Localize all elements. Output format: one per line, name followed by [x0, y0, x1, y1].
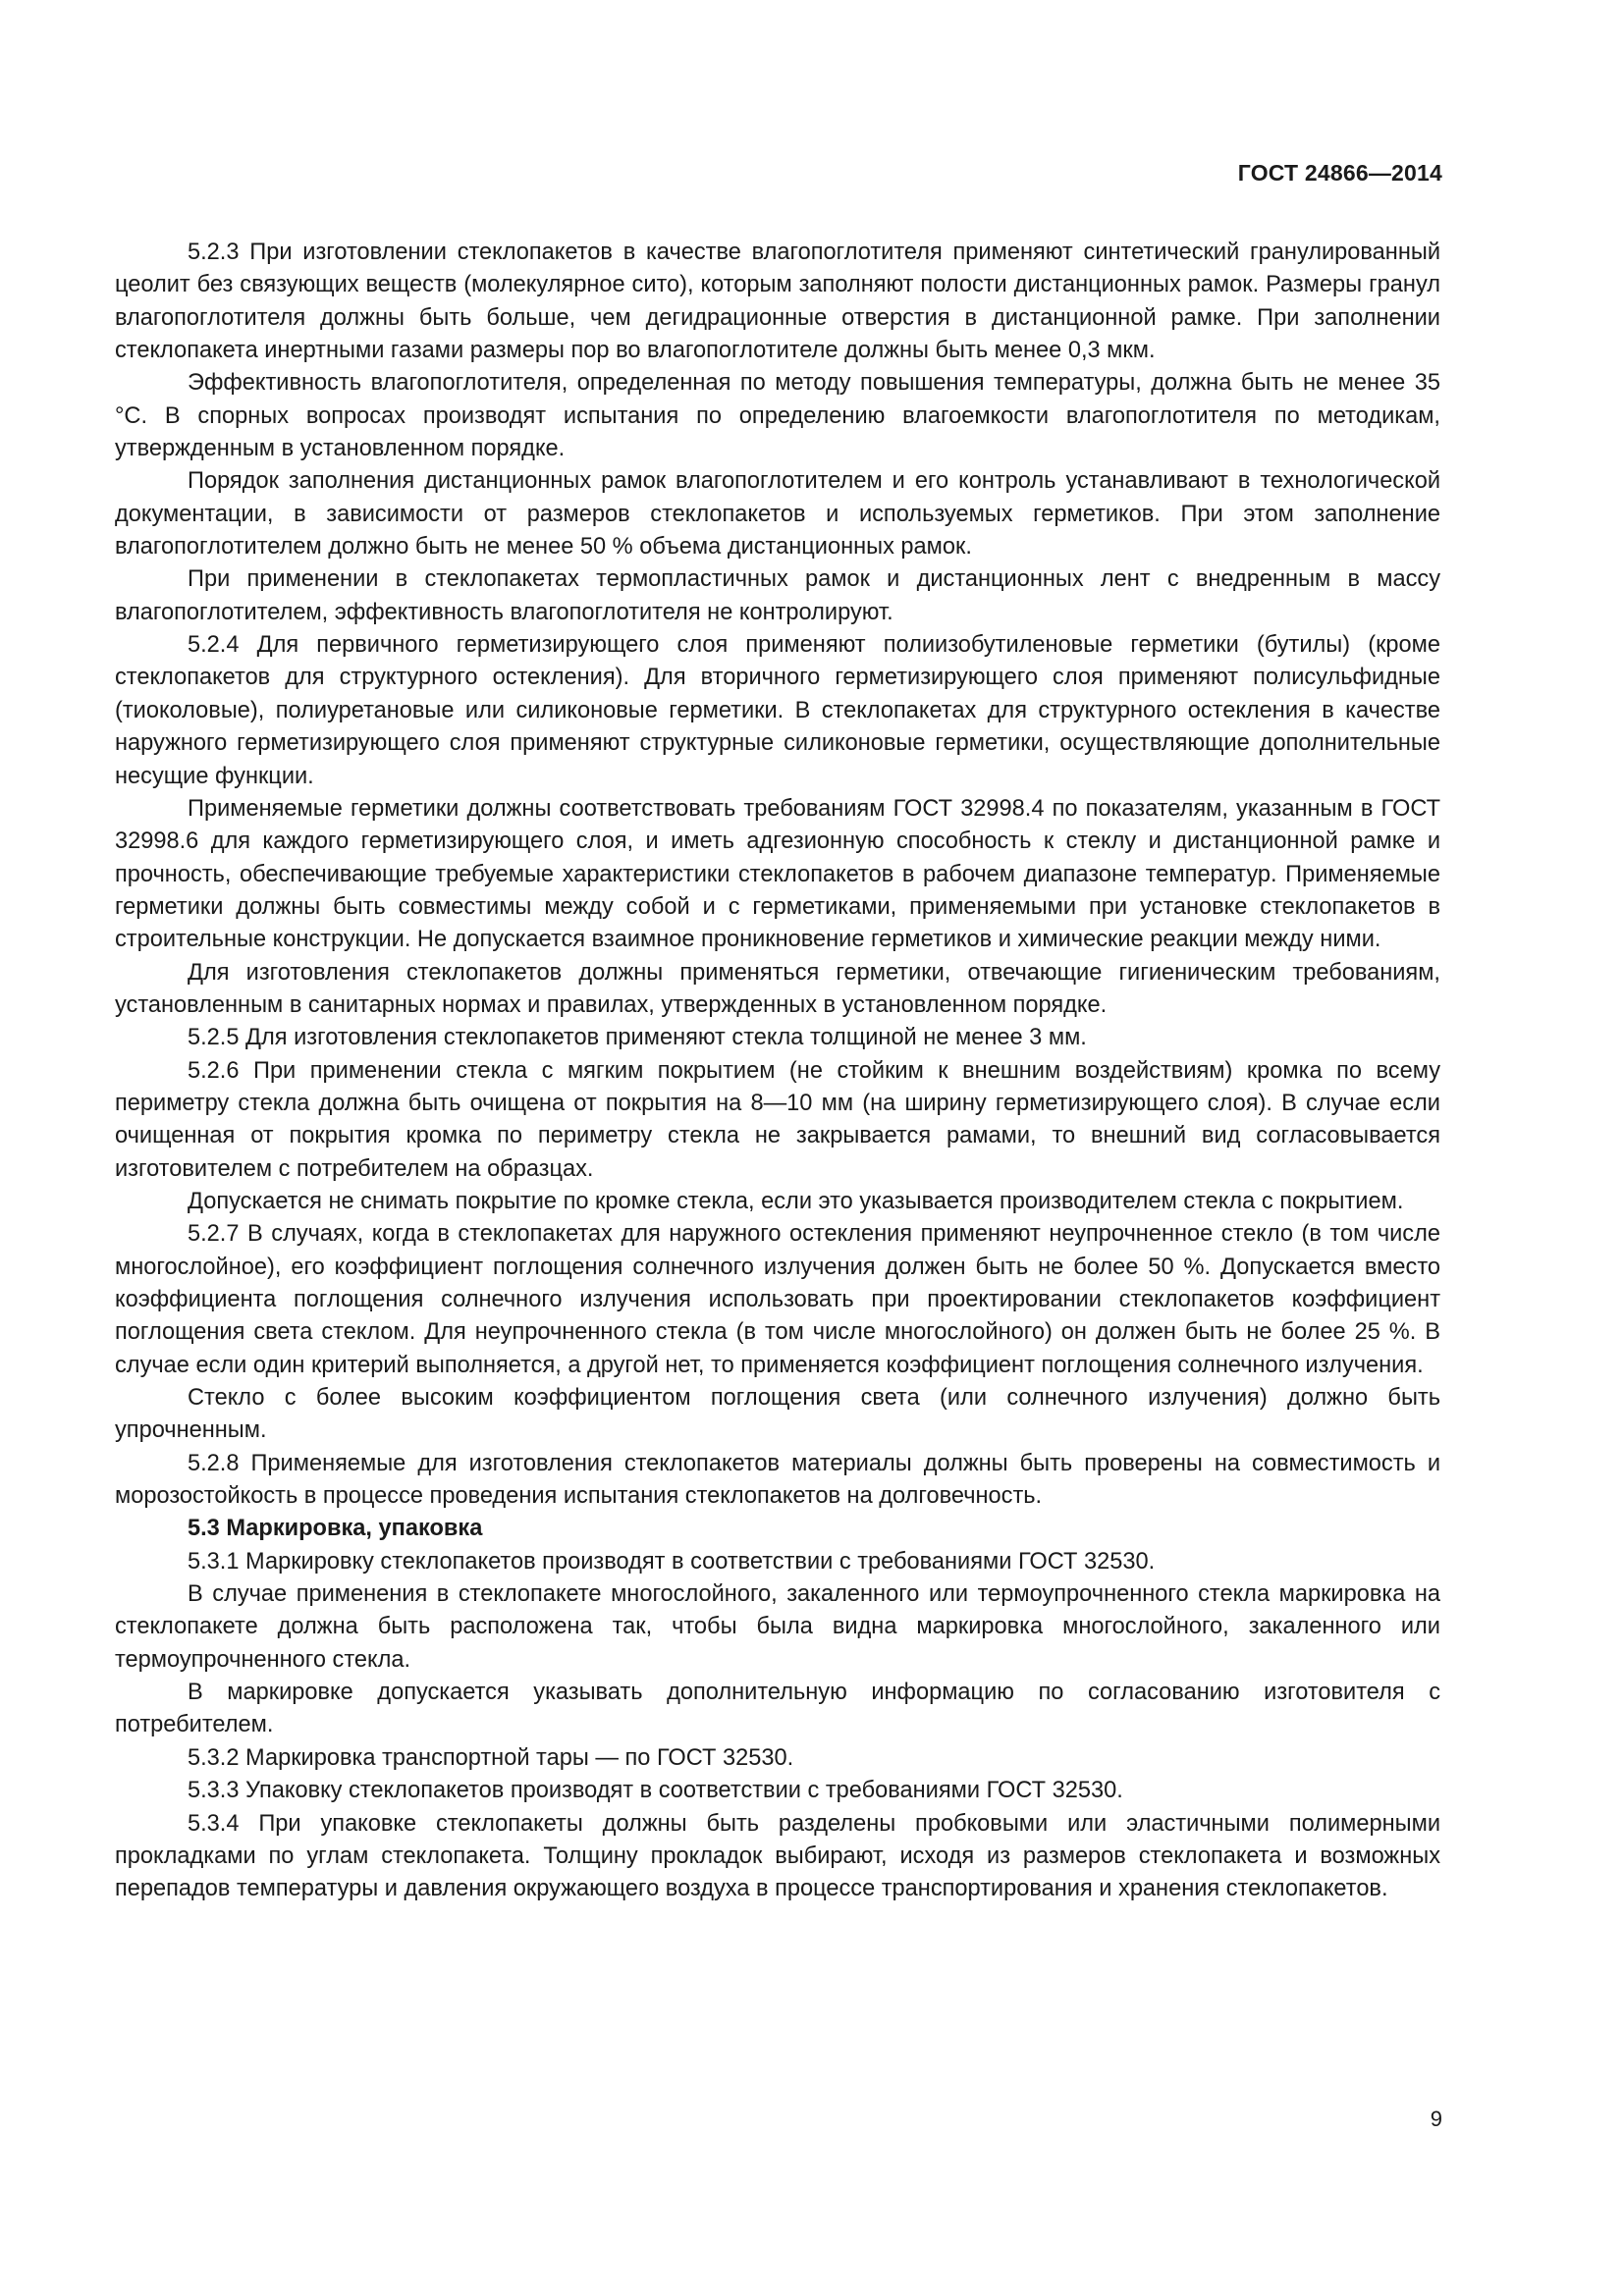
document-header: ГОСТ 24866—2014 [1237, 160, 1442, 186]
paragraph: 5.2.3 При изготовлении стеклопакетов в качестве влагопоглотителя применяют синтетический гранулированный цеолит без связующих веществ (молекулярное сито), которым заполняют полости дистанционных рамок. Размеры гранул влагопоглотителя должны быть больше, чем дегидрационные отверстия в дистанционной рамке. При заполнении стеклопакета инертными газами размеры пор во влагопоглотителе должны быть менее 0,3 мкм. [115, 240, 1440, 364]
page-number: 9 [1430, 2107, 1442, 2131]
paragraph: 5.3.2 Маркировка транспортной тары — по ГОСТ 32530. [188, 1744, 794, 1771]
paragraph: В случае применения в стеклопакете многослойного, закаленного или термоупрочненного стекла маркировка на стеклопакете должна быть расположена так, чтобы была видна маркировка многослойного, закаленного или термоупрочненного стекла. [115, 1581, 1440, 1673]
paragraph: Эффективность влагопоглотителя, определенная по методу повышения температуры, должна быть не менее 35 °С. В спорных вопросах производят испытания по определению влагоемкости влагопоглотителя по методикам, утвержденным в установленном порядке. [115, 370, 1440, 462]
paragraph: 5.2.7 В случаях, когда в стеклопакетах для наружного остекления применяют неупрочненное стекло (в том числе многослойное), его коэффициент поглощения солнечного излучения должен быть не более 50 %. Допускается вместо коэффициента поглощения солнечного излучения использовать при проектировании стеклопакетов коэффициент поглощения света стеклом. Для неупрочненного стекла (в том числе многослойного) он должен быть не более 25 %. В случае если один критерий выполняется, а другой нет, то применяется коэффициент поглощения солнечного излучения. [115, 1221, 1440, 1378]
paragraph: Для изготовления стеклопакетов должны применяться герметики, отвечающие гигиеническим требованиям, установленным в санитарных нормах и правилах, утвержденных в установленном порядке. [115, 959, 1440, 1018]
section-heading: 5.3 Маркировка, упаковка [188, 1516, 483, 1542]
paragraph: 5.3.1 Маркировку стеклопакетов производят в соответствии с требованиями ГОСТ 32530. [188, 1548, 1156, 1575]
paragraph: 5.2.6 При применении стекла с мягким покрытием (не стойким к внешним воздействиям) кромка по всему периметру стекла должна быть очищена от покрытия на 8—10 мм (на ширину герметизирующего слоя). В случае если очищенная от покрытия кромка по периметру стекла не закрывается рамами, то внешний вид согласовывается изготовителем с потребителем на образцах. [115, 1057, 1440, 1182]
paragraph: Стекло с более высоким коэффициентом поглощения света (или солнечного излучения) должно быть упрочненным. [115, 1385, 1440, 1444]
paragraph: 5.3.3 Упаковку стеклопакетов производят в соответствии с требованиями ГОСТ 32530. [188, 1778, 1123, 1804]
paragraph: Допускается не снимать покрытие по кромке стекла, если это указывается производителем стекла с покрытием. [188, 1188, 1404, 1214]
paragraph: Порядок заполнения дистанционных рамок влагопоглотителем и его контроль устанавливают в технологической документации, в зависимости от размеров стеклопакетов и используемых герметиков. При этом заполнение влагопоглотителем должно быть не менее 50 % объема дистанционных рамок. [115, 468, 1440, 561]
paragraph: Применяемые герметики должны соответствовать требованиям ГОСТ 32998.4 по показателям, указанным в ГОСТ 32998.6 для каждого герметизирующего слоя, и иметь адгезионную способность к стеклу и дистанционной рамке и прочность, обеспечивающие требуемые характеристики стеклопакетов в рабочем диапазоне температур. Применяемые герметики должны быть совместимы между собой и с герметиками, применяемыми при установке стеклопакетов в строительные конструкции. Не допускается взаимное проникновение герметиков и химические реакции между ними. [115, 795, 1440, 953]
paragraph: 5.2.4 Для первичного герметизирующего слоя применяют полиизобутиленовые герметики (бутилы) (кроме стеклопакетов для структурного остекления). Для вторичного герметизирующего слоя применяют полисульфидные (тиоколовые), полиуретановые или силиконовые герметики. В стеклопакетах для структурного остекления в качестве наружного герметизирующего слоя применяют структурные силиконовые герметики, осуществляющие дополнительные несущие функции. [115, 632, 1440, 789]
document-body [115, 237, 1440, 1906]
paragraph: При применении в стеклопакетах термопластичных рамок и дистанционных лент с внедренным в массу влагопоглотителем, эффективность влагопоглотителя не контролируют. [115, 566, 1440, 625]
paragraph: 5.3.4 При упаковке стеклопакеты должны быть разделены пробковыми или эластичными полимерными прокладками по углам стеклопакета. Толщину прокладок выбирают, исходя из размеров стеклопакета и возможных перепадов температуры и давления окружающего воздуха в процессе транспортирования и хранения стеклопакетов. [115, 1810, 1440, 1902]
paragraph: 5.2.8 Применяемые для изготовления стеклопакетов материалы должны быть проверены на совместимость и морозостойкость в процессе проведения испытания стеклопакетов на долговечность. [115, 1450, 1440, 1510]
paragraph: В маркировке допускается указывать дополнительную информацию по согласованию изготовителя с потребителем. [115, 1680, 1440, 1738]
paragraph: 5.2.5 Для изготовления стеклопакетов применяют стекла толщиной не менее 3 мм. [188, 1025, 1087, 1051]
